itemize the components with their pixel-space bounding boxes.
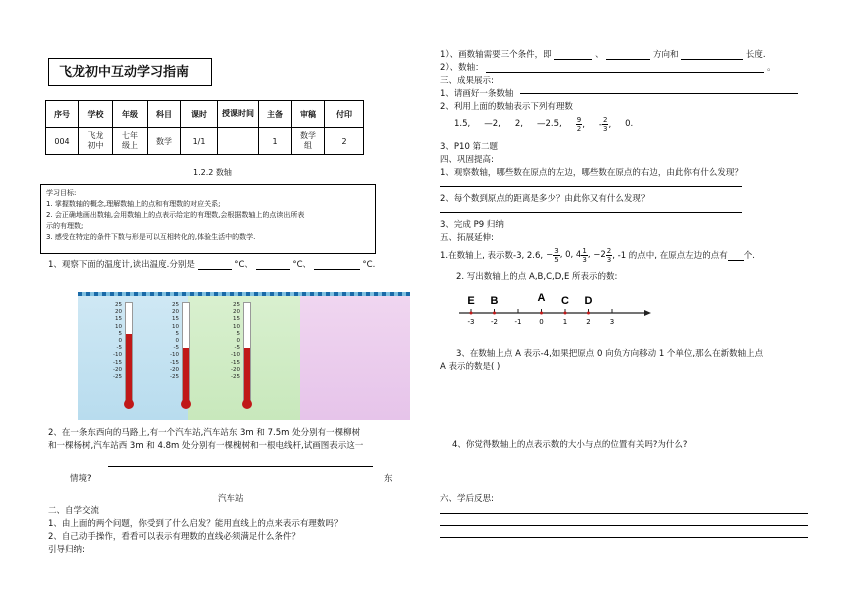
reflection-line[interactable] [440,513,808,514]
number-item: 0. [625,119,634,129]
thermometer-scale: 25 20 15 10 5 0 -5 -10 -15 -20 -25 [231,302,240,381]
point-label: E [467,295,475,307]
mercury-column [126,334,132,403]
section-3-question-2: 2、利用上面的数轴表示下列有理数 [440,102,573,112]
axis-tick-label: -3 [467,318,475,326]
data-cell: 七年级上 [113,128,148,155]
goal-item: 3. 感受在特定的条件下数与形是可以互相转化的,体验生活中的数学. [46,233,256,241]
q-text: , −2 [587,250,606,260]
axis-tick-label: 1 [562,318,568,326]
goal-item: 示的有理数; [46,222,84,230]
question-2-line-1: 2、在一条东西向的马路上,有一个汽车站,汽车站东 3m 和 7.5m 处分别有一棵柳树 [48,428,361,438]
west-label: 情境? [70,474,92,484]
denominator: 5 [554,255,559,264]
question-2-line-2: 和一棵杨树,汽车站西 3m 和 4.8m 处分别有一棵槐树和一根电线杆,试画图表示这一 [48,441,364,451]
point-label: D [584,295,593,307]
fraction-9-2: $\frac{9}{2}$ , [576,115,585,133]
header-cell: 年级 [113,101,148,128]
number-item: 2, [514,119,523,129]
r1-text: 、 [595,50,604,60]
water-line [78,292,410,296]
header-cell: 课时 [181,101,218,128]
sign: - [598,119,602,130]
goals-heading: 学习目标: [46,189,77,197]
section-5-question-4: 4、你觉得数轴上的点表示数的大小与点的位置有关吗?为什么? [452,440,688,450]
r2-line [440,61,776,73]
r1-text: 方向和 [653,50,679,60]
answer-blank[interactable] [198,269,232,270]
axis-tick-label: 0 [539,318,544,326]
point-label: B [490,295,499,307]
q-text: , -1 的点中, 在原点左边的点有 [612,251,728,261]
thermometer-scale: 25 20 15 10 5 0 -5 -10 -15 -20 -25 [170,302,179,381]
header-cell: 授课时间 [218,101,259,128]
section-4-question-3: 3、完成 P9 归纳 [440,220,504,230]
header-cell: 主备 [259,101,292,128]
section-2-guide: 引导归纳: [48,545,85,555]
answer-blank[interactable] [314,269,360,270]
reflection-line[interactable] [440,525,808,526]
header-cell: 科目 [148,101,181,128]
section-2-heading: 二、自学交流 [48,506,100,516]
sign: − [546,250,554,260]
numerator: 3 [554,246,559,255]
axis-tick-label: 2 [586,318,591,326]
station-label: 汽车站 [218,494,244,504]
section-5-question-2: 2. 写出数轴上的点 A,B,C,D,E 所表示的数: [456,272,618,282]
numerator: 1 [582,246,587,255]
axis-tick-label: -1 [514,318,522,326]
r2-text: 2）、数轴： [440,63,484,73]
section-4-question-1: 1、观察数轴，哪些数在原点的左边，哪些数在原点的右边，由此你有什么发现？ [440,168,743,178]
rational-numbers-list [454,114,633,134]
r2-text: 。 [767,63,776,73]
header-cell: 学校 [79,101,113,128]
data-cell: 2 [325,128,364,155]
lesson-title: 1.2.2 数轴 [193,168,232,177]
point-marker [540,312,543,315]
unit-c: °C、 [234,260,253,270]
road-line[interactable] [108,466,373,467]
denominator: 3 [602,124,608,133]
data-cell: 数学组 [292,128,325,155]
point-marker [587,312,590,315]
section-2-question-1: 1、由上面的两个问题，你受到了什么启发？能用直线上的点来表示有理数吗？ [48,519,343,529]
axis-tick-label: -2 [491,318,498,326]
section-4-heading: 四、巩固提高: [440,155,494,165]
header-cell: 序号 [46,101,79,128]
thermometer-scale: 25 20 15 10 5 0 -5 -10 -15 -20 -25 [113,302,122,381]
answer-line[interactable] [440,212,742,213]
unit-c: °C、 [292,260,312,270]
point-label: A [537,292,546,304]
number-item: —2.5, [536,119,562,129]
fraction-neg-2-3: - $\frac{2}{3}$ , [598,115,612,133]
answer-blank[interactable] [486,72,764,73]
data-cell [218,128,259,155]
question-1-prefix: 1、观察下面的温度计,读出温度.分别是 [48,260,195,270]
data-cell: 004 [46,128,79,155]
point-marker [493,312,496,315]
section-3-question-3: 3、P10 第二题 [440,142,499,152]
east-label: 东 [384,474,393,484]
goal-item: 1. 掌握数轴的概念,理解数轴上的点和有理数的对应关系; [46,200,221,208]
section-5-heading: 五、拓展延伸: [440,233,494,243]
denominator: 2 [576,124,582,133]
answer-line[interactable] [520,93,798,94]
denominator: 3 [582,255,587,264]
reflection-line[interactable] [440,537,808,538]
numerator: 2 [606,246,612,255]
section-5-question-3-line-2: A 表示的数是( ) [440,362,501,372]
q-text: 1.在数轴上, 表示数-3, 2.6, [440,251,544,261]
section-3-question-1: 1、请画好一条数轴 [440,89,514,99]
mercury-column [183,348,189,403]
number-line-figure [455,286,655,330]
section-2-question-2: 2、自己动手操作，看看可以表示有理数的直线必须满足什么条件？ [48,532,300,542]
answer-blank[interactable] [554,59,592,60]
q-text: , 0, 4 [559,250,582,260]
info-table [45,100,364,155]
document-title: 飞龙初中互动学习指南 [48,58,212,86]
goal-item: 2. 会正确地画出数轴,会用数轴上的点表示给定的有理数,会根据数轴上的点读出所表 [46,211,305,219]
number-item: —2, [484,119,501,129]
answer-blank[interactable] [681,59,743,60]
answer-line[interactable] [440,186,742,187]
number-item: 1.5, [454,119,471,129]
data-cell: 1 [259,128,292,155]
header-cell: 付印 [325,101,364,128]
learning-goals-box [40,184,376,254]
data-cell: 数学 [148,128,181,155]
info-table-header-row [46,101,364,128]
numerator: 2 [602,115,608,124]
header-cell: 审稿 [292,101,325,128]
section-5-question-1 [440,244,755,266]
section-4-question-2: 2、每个数到原点的距离是多少？由此你又有什么发现？ [440,194,650,204]
numerator: 9 [576,115,582,124]
r1-text: 长度. [745,50,766,60]
thermometer-panel-pink [300,295,410,420]
unit-c: °C. [362,260,376,270]
mercury-column [244,348,250,403]
denominator: 3 [606,255,612,264]
data-cell: 飞龙初中 [79,128,113,155]
answer-blank[interactable] [728,250,744,261]
r1-text: 1）、画数轴需要三个条件，即 [440,50,552,60]
section-3-heading: 三、成果展示: [440,76,494,86]
r1-line [440,48,766,60]
axis-arrow-icon [644,310,651,316]
q-text: 个. [743,251,755,261]
point-marker [470,312,473,315]
point-label: C [561,295,569,307]
question-1 [48,258,375,270]
data-cell: 1/1 [181,128,218,155]
axis-tick-label: 3 [609,318,615,326]
point-marker [564,312,567,315]
answer-blank[interactable] [606,59,650,60]
answer-blank[interactable] [256,269,290,270]
section-5-question-3-line-1: 3、在数轴上点 A 表示-4,如果把原点 0 向负方向移动 1 个单位,那么在新数轴上点 [456,349,764,359]
info-table-data-row [46,128,364,155]
section-6-heading: 六、学后反思: [440,494,494,504]
